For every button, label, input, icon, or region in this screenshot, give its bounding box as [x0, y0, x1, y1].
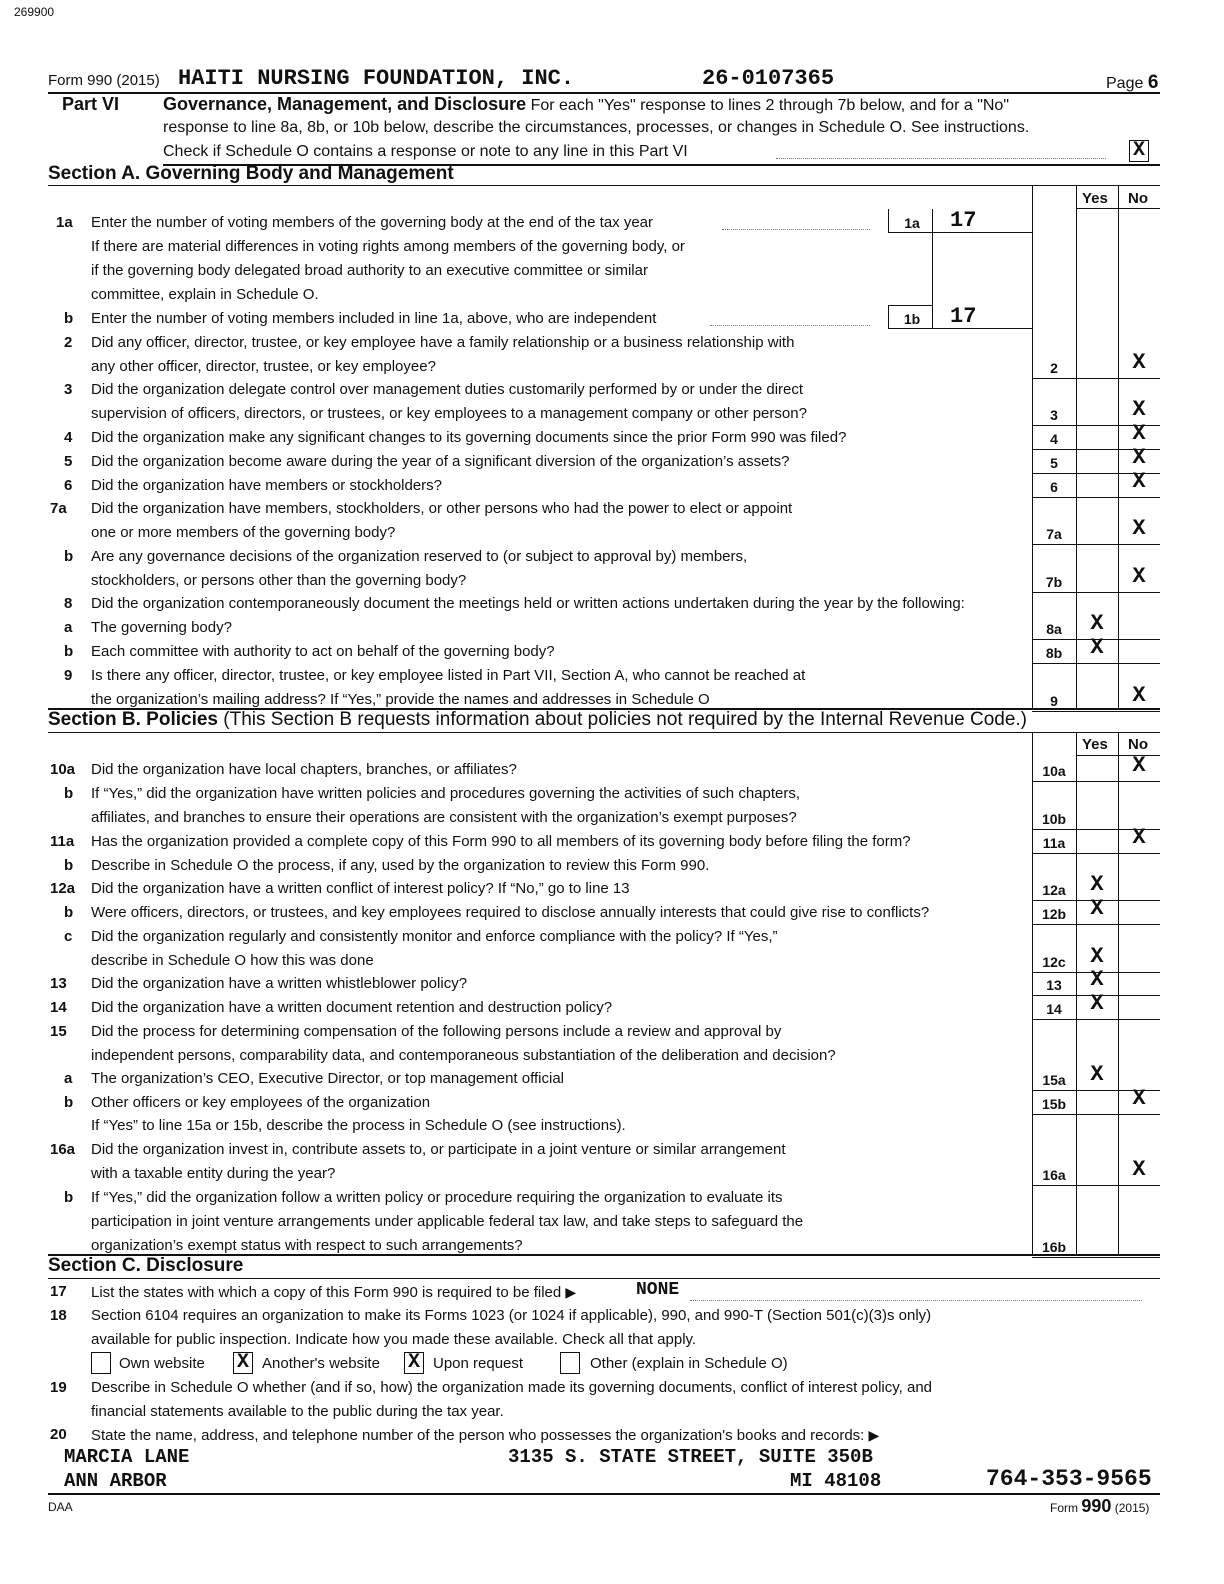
box-line	[888, 232, 1032, 233]
box-line	[932, 209, 933, 329]
section-b-subtitle: (This Section B requests information about policies not required by the Internal Revenue Code.)	[223, 709, 1028, 730]
row-rule	[1032, 1019, 1160, 1020]
column-line	[1076, 733, 1077, 1254]
footer-rule	[48, 1493, 1160, 1495]
line-12a-yes-mark[interactable]: X	[1090, 872, 1104, 897]
line-12c-text: Did the organization regularly and consistently monitor and enforce compliance with the policy? If “Yes,”	[91, 928, 778, 945]
line-6-text: Did the organization have members or stockholders?	[91, 477, 443, 494]
line-8a-yes-mark[interactable]: X	[1090, 611, 1104, 636]
line-13-number: 13	[50, 975, 67, 992]
line-3-text: supervision of officers, directors, or trustees, or key employees to a management company or other person?	[91, 405, 807, 422]
line-9-code: 9	[1050, 693, 1058, 709]
line-16a-no-mark[interactable]: X	[1132, 1157, 1146, 1182]
box-line	[888, 209, 889, 232]
line-15a-code: 15a	[1042, 1072, 1066, 1088]
line-16b-text: If “Yes,” did the organization follow a written policy or procedure requiring the organization to evaluate its	[91, 1189, 783, 1206]
line-16b-text: organization’s exempt status with respect to such arrangements?	[91, 1237, 523, 1254]
part-title-line: Governance, Management, and Disclosure For each "Yes" response to lines 2 through 7b below, and for a "No"	[163, 94, 1009, 114]
records-state-zip: MI 48108	[790, 1470, 882, 1492]
line-20-number: 20	[50, 1426, 67, 1443]
line-7a-code: 7a	[1046, 526, 1062, 542]
column-line	[1076, 186, 1077, 708]
other-label: Other (explain in Schedule O)	[590, 1355, 788, 1372]
line-10b-code: 10b	[1041, 811, 1067, 827]
line-16a-code: 16a	[1042, 1167, 1066, 1183]
line-7a-text: Did the organization have members, stockholders, or other persons who had the power to elect or appoint	[91, 500, 793, 517]
section-c-rule	[48, 1278, 1160, 1279]
line-13-yes-mark[interactable]: X	[1090, 967, 1104, 992]
line-8-text: Did the organization contemporaneously document the meetings held or written actions undertaken during the year by the following:	[91, 595, 965, 612]
row-rule	[1032, 1185, 1160, 1186]
leader-dots	[710, 325, 870, 326]
footer-form-label: Form 990 (2015)	[1050, 1496, 1150, 1516]
row-rule	[1032, 592, 1160, 593]
line-15b-number: b	[64, 1094, 74, 1111]
line-15b-text: Other officers or key employees of the organization	[91, 1094, 431, 1111]
anothers-website-label: Another's website	[262, 1355, 380, 1372]
line-7a-text: one or more members of the governing body?	[91, 524, 396, 541]
row-rule	[1032, 781, 1160, 782]
line-8a-text: The governing body?	[91, 619, 232, 636]
line-4-no-mark[interactable]: X	[1132, 421, 1146, 446]
line-4-text: Did the organization make any significant changes to its governing documents since the prior Form 990 was filed?	[91, 429, 847, 446]
line-15b-no-mark[interactable]: X	[1132, 1086, 1146, 1111]
line-4-code: 4	[1050, 431, 1058, 447]
line-15-text: independent persons, comparability data, and contemporaneous substantiation of the deliberation and decision?	[91, 1047, 836, 1064]
organization-name: HAITI NURSING FOUNDATION, INC.	[178, 66, 575, 91]
line-1a-number: 1a	[56, 214, 73, 231]
line-b-number: b	[64, 857, 74, 874]
line-12b-yes-mark[interactable]: X	[1090, 896, 1104, 921]
section-a-title: Section A. Governing Body and Management	[48, 163, 454, 184]
row-rule	[1032, 853, 1160, 854]
line-12b-number: b	[64, 904, 74, 921]
line-11a-code: 11a	[1042, 835, 1066, 851]
yes-column-header: Yes	[1082, 190, 1108, 207]
upon-request-checkbox[interactable]: X	[404, 1352, 424, 1374]
line-12a-text: Did the organization have a written conflict of interest policy? If “No,” go to line 13	[91, 880, 630, 897]
line-3-number: 3	[64, 381, 73, 398]
line-15a-yes-mark[interactable]: X	[1090, 1062, 1104, 1087]
line-1a-note-2: if the governing body delegated broad authority to an executive committee or similar	[91, 262, 648, 279]
line-7a-number: 7a	[50, 500, 67, 517]
records-phone: 764-353-9565	[986, 1466, 1152, 1492]
part-instructions: response to line 8a, 8b, or 10b below, describe the circumstances, processes, or changes in Schedule O. See instructions.	[163, 119, 1030, 136]
row-rule	[1032, 1114, 1160, 1115]
line-11a-text: Has the organization provided a complete copy of this Form 990 to all members of its governing body before filing the form?	[91, 833, 911, 850]
line-16a-text: with a taxable entity during the year?	[91, 1165, 336, 1182]
line-19-number: 19	[50, 1379, 67, 1396]
line-2-code: 2	[1050, 360, 1058, 376]
line-18-text-2: available for public inspection. Indicate how you made these available. Check all that apply.	[91, 1331, 697, 1348]
line-7b-text: Are any governance decisions of the organization reserved to (or subject to approval by) members,	[91, 548, 748, 565]
line-8b-number: b	[64, 643, 74, 660]
column-line	[1118, 733, 1119, 1254]
section-b-title: Section B. Policies	[48, 709, 218, 730]
line-15-number: 15	[50, 1023, 67, 1040]
line-14-code: 14	[1046, 1001, 1062, 1017]
part-label: Part VI	[62, 94, 120, 114]
line-14-yes-mark[interactable]: X	[1090, 991, 1104, 1016]
line-15-text: Did the process for determining compensation of the following persons include a review and approval by	[91, 1023, 782, 1040]
line-11a-no-mark[interactable]: X	[1132, 825, 1146, 850]
document-id: 269900	[14, 5, 55, 19]
line-1a-text: Enter the number of voting members of the governing body at the end of the tax year	[91, 214, 654, 231]
line-9-no-mark[interactable]: X	[1132, 683, 1146, 708]
section-c-title: Section C. Disclosure	[48, 1255, 244, 1276]
line-16b-text: participation in joint venture arrangements under applicable federal tax law, and take steps to safeguard the	[91, 1213, 804, 1230]
page-indicator: Page 6	[1106, 72, 1159, 93]
line-8b-text: Each committee with authority to act on behalf of the governing body?	[91, 643, 555, 660]
line-8b-yes-mark[interactable]: X	[1090, 635, 1104, 660]
line-5-code: 5	[1050, 455, 1058, 471]
line-6-code: 6	[1050, 479, 1058, 495]
row-rule	[1032, 1257, 1160, 1258]
line-10b-number: b	[64, 785, 74, 802]
line-4-number: 4	[64, 429, 73, 446]
line-10a-text: Did the organization have local chapters, branches, or affiliates?	[91, 761, 517, 778]
line-5-no-mark[interactable]: X	[1132, 445, 1146, 470]
row-rule	[1032, 924, 1160, 925]
line-9-text: the organization’s mailing address? If “Yes,” provide the names and addresses in Schedule O	[91, 691, 710, 708]
line-9-text: Is there any officer, director, trustee, or key employee listed in Part VII, Section A, who cannot be reached at	[91, 667, 806, 684]
line-3-text: Did the organization delegate control over management duties customarily performed by or under the direct	[91, 381, 804, 398]
row-rule	[1032, 497, 1160, 498]
records-street: 3135 S. STATE STREET, SUITE 350B	[508, 1446, 873, 1468]
line-8b-code: 8b	[1045, 645, 1063, 661]
row-rule	[1032, 663, 1160, 664]
line-8a-code: 8a	[1046, 621, 1062, 637]
schedule-o-checkbox[interactable]: X	[1129, 140, 1149, 162]
line-12c-text: describe in Schedule O how this was done	[91, 952, 374, 969]
line-14-number: 14	[50, 999, 67, 1016]
line-10b-text: If “Yes,” did the organization have written policies and procedures governing the activities of such chapters,	[91, 785, 801, 802]
line-16b-code: 16b	[1041, 1239, 1067, 1255]
line-12a-number: 12a	[50, 880, 76, 897]
row-rule	[1032, 378, 1160, 379]
other-checkbox[interactable]	[560, 1352, 580, 1374]
line-1b-code: 1b	[903, 311, 921, 327]
line-note-text: If “Yes” to line 15a or 15b, describe the process in Schedule O (see instructions).	[91, 1117, 626, 1134]
line-b-text: Describe in Schedule O the process, if any, used by the organization to review this Form 990.	[91, 857, 710, 874]
records-name: MARCIA LANE	[64, 1446, 190, 1468]
line-13-text: Did the organization have a written whistleblower policy?	[91, 975, 468, 992]
line-19-text-2: financial statements available to the public during the tax year.	[91, 1403, 504, 1420]
line-1a-note-1: If there are material differences in voting rights among members of the governing body, or	[91, 238, 685, 255]
column-line	[1118, 186, 1119, 708]
schedule-o-check-text: Check if Schedule O contains a response or note to any line in this Part VI	[163, 143, 688, 160]
no-column-header: No	[1128, 736, 1148, 753]
line-10b-text: affiliates, and branches to ensure their operations are consistent with the organization’s exempt purposes?	[91, 809, 797, 826]
line-8-number: 8	[64, 595, 73, 612]
line-10a-no-mark[interactable]: X	[1132, 753, 1146, 778]
box-line	[888, 305, 889, 329]
ein: 26-0107365	[702, 66, 835, 91]
line-7b-text: stockholders, or persons other than the governing body?	[91, 572, 467, 589]
line-1b-number: b	[64, 310, 74, 327]
header-rule	[1076, 208, 1160, 209]
line-1a-note-3: committee, explain in Schedule O.	[91, 286, 319, 303]
line-11a-number: 11a	[50, 833, 75, 850]
line-9-number: 9	[64, 667, 73, 684]
records-city: ANN ARBOR	[64, 1470, 167, 1492]
own-website-label: Own website	[119, 1355, 205, 1372]
line-3-code: 3	[1050, 407, 1058, 423]
line-1b-text: Enter the number of voting members included in line 1a, above, who are independent	[91, 310, 657, 327]
row-rule	[1032, 711, 1160, 712]
line-16b-number: b	[64, 1189, 74, 1206]
box-line	[888, 328, 1032, 329]
line-17-text: List the states with which a copy of this Form 990 is required to be filed ▶	[91, 1284, 577, 1301]
footer-daa: DAA	[48, 1500, 73, 1514]
line-12a-code: 12a	[1042, 882, 1066, 898]
leader-dots	[722, 229, 870, 230]
line-20-text: State the name, address, and telephone number of the person who possesses the organization's books and records: ▶	[91, 1427, 880, 1444]
line-15a-number: a	[64, 1070, 73, 1087]
box-line	[888, 305, 932, 306]
form-label: Form 990 (2015)	[48, 72, 160, 89]
yes-column-header: Yes	[1082, 736, 1108, 753]
line-6-no-mark[interactable]: X	[1132, 469, 1146, 494]
line-7b-no-mark[interactable]: X	[1132, 564, 1146, 589]
section-a-rule	[48, 185, 1160, 186]
line-1a-code: 1a	[904, 215, 920, 231]
line-2-number: 2	[64, 334, 73, 351]
leader-dots	[776, 158, 1106, 159]
line-1a-value: 17	[950, 208, 977, 233]
line-12c-yes-mark[interactable]: X	[1090, 944, 1104, 969]
upon-request-label: Upon request	[433, 1355, 524, 1372]
line-7b-number: b	[64, 548, 74, 565]
no-column-header: No	[1128, 190, 1148, 207]
line-2-no-mark[interactable]: X	[1132, 350, 1146, 375]
line-18-text-1: Section 6104 requires an organization to make its Forms 1023 (or 1024 if applicable), 990, and 990-T (Section 501(c)(3)s only)	[91, 1307, 932, 1324]
line-2-text: any other officer, director, trustee, or key employee?	[91, 358, 436, 375]
line-12c-code: 12c	[1042, 954, 1066, 970]
section-b-header	[48, 709, 1027, 731]
line-16a-number: 16a	[50, 1141, 76, 1158]
line-5-number: 5	[64, 453, 73, 470]
line-3-no-mark[interactable]: X	[1132, 397, 1146, 422]
line-7b-code: 7b	[1045, 574, 1063, 590]
section-b-rule	[48, 732, 1160, 733]
line-16a-text: Did the organization invest in, contribute assets to, or participate in a joint venture or similar arrangement	[91, 1141, 786, 1158]
line-17-number: 17	[50, 1283, 67, 1300]
line-17-value: NONE	[636, 1280, 680, 1300]
line-12c-number: c	[64, 928, 73, 945]
line-12b-code: 12b	[1041, 906, 1067, 922]
line-15a-text: The organization’s CEO, Executive Director, or top management official	[91, 1070, 565, 1087]
line-7a-no-mark[interactable]: X	[1132, 516, 1146, 541]
line-1b-value: 17	[950, 304, 977, 329]
line-15b-code: 15b	[1041, 1096, 1067, 1112]
line-8a-number: a	[64, 619, 73, 636]
leader-dots	[690, 1300, 1142, 1301]
line-10a-code: 10a	[1042, 763, 1066, 779]
line-19-text-1: Describe in Schedule O whether (and if so, how) the organization made its governing documents, conflict of interest policy, and	[91, 1379, 933, 1396]
line-18-number: 18	[50, 1307, 67, 1324]
row-rule	[1032, 544, 1160, 545]
line-12b-text: Were officers, directors, or trustees, and key employees required to disclose annually interests that could give rise to conflicts?	[91, 904, 930, 921]
line-10a-number: 10a	[50, 761, 76, 778]
line-2-text: Did any officer, director, trustee, or key employee have a family relationship or a business relationship with	[91, 334, 795, 351]
line-5-text: Did the organization become aware during the year of a significant diversion of the organization’s assets?	[91, 453, 790, 470]
line-14-text: Did the organization have a written document retention and destruction policy?	[91, 999, 613, 1016]
line-6-number: 6	[64, 477, 73, 494]
line-13-code: 13	[1046, 977, 1062, 993]
anothers-website-checkbox[interactable]: X	[233, 1352, 253, 1374]
own-website-checkbox[interactable]	[91, 1352, 111, 1374]
